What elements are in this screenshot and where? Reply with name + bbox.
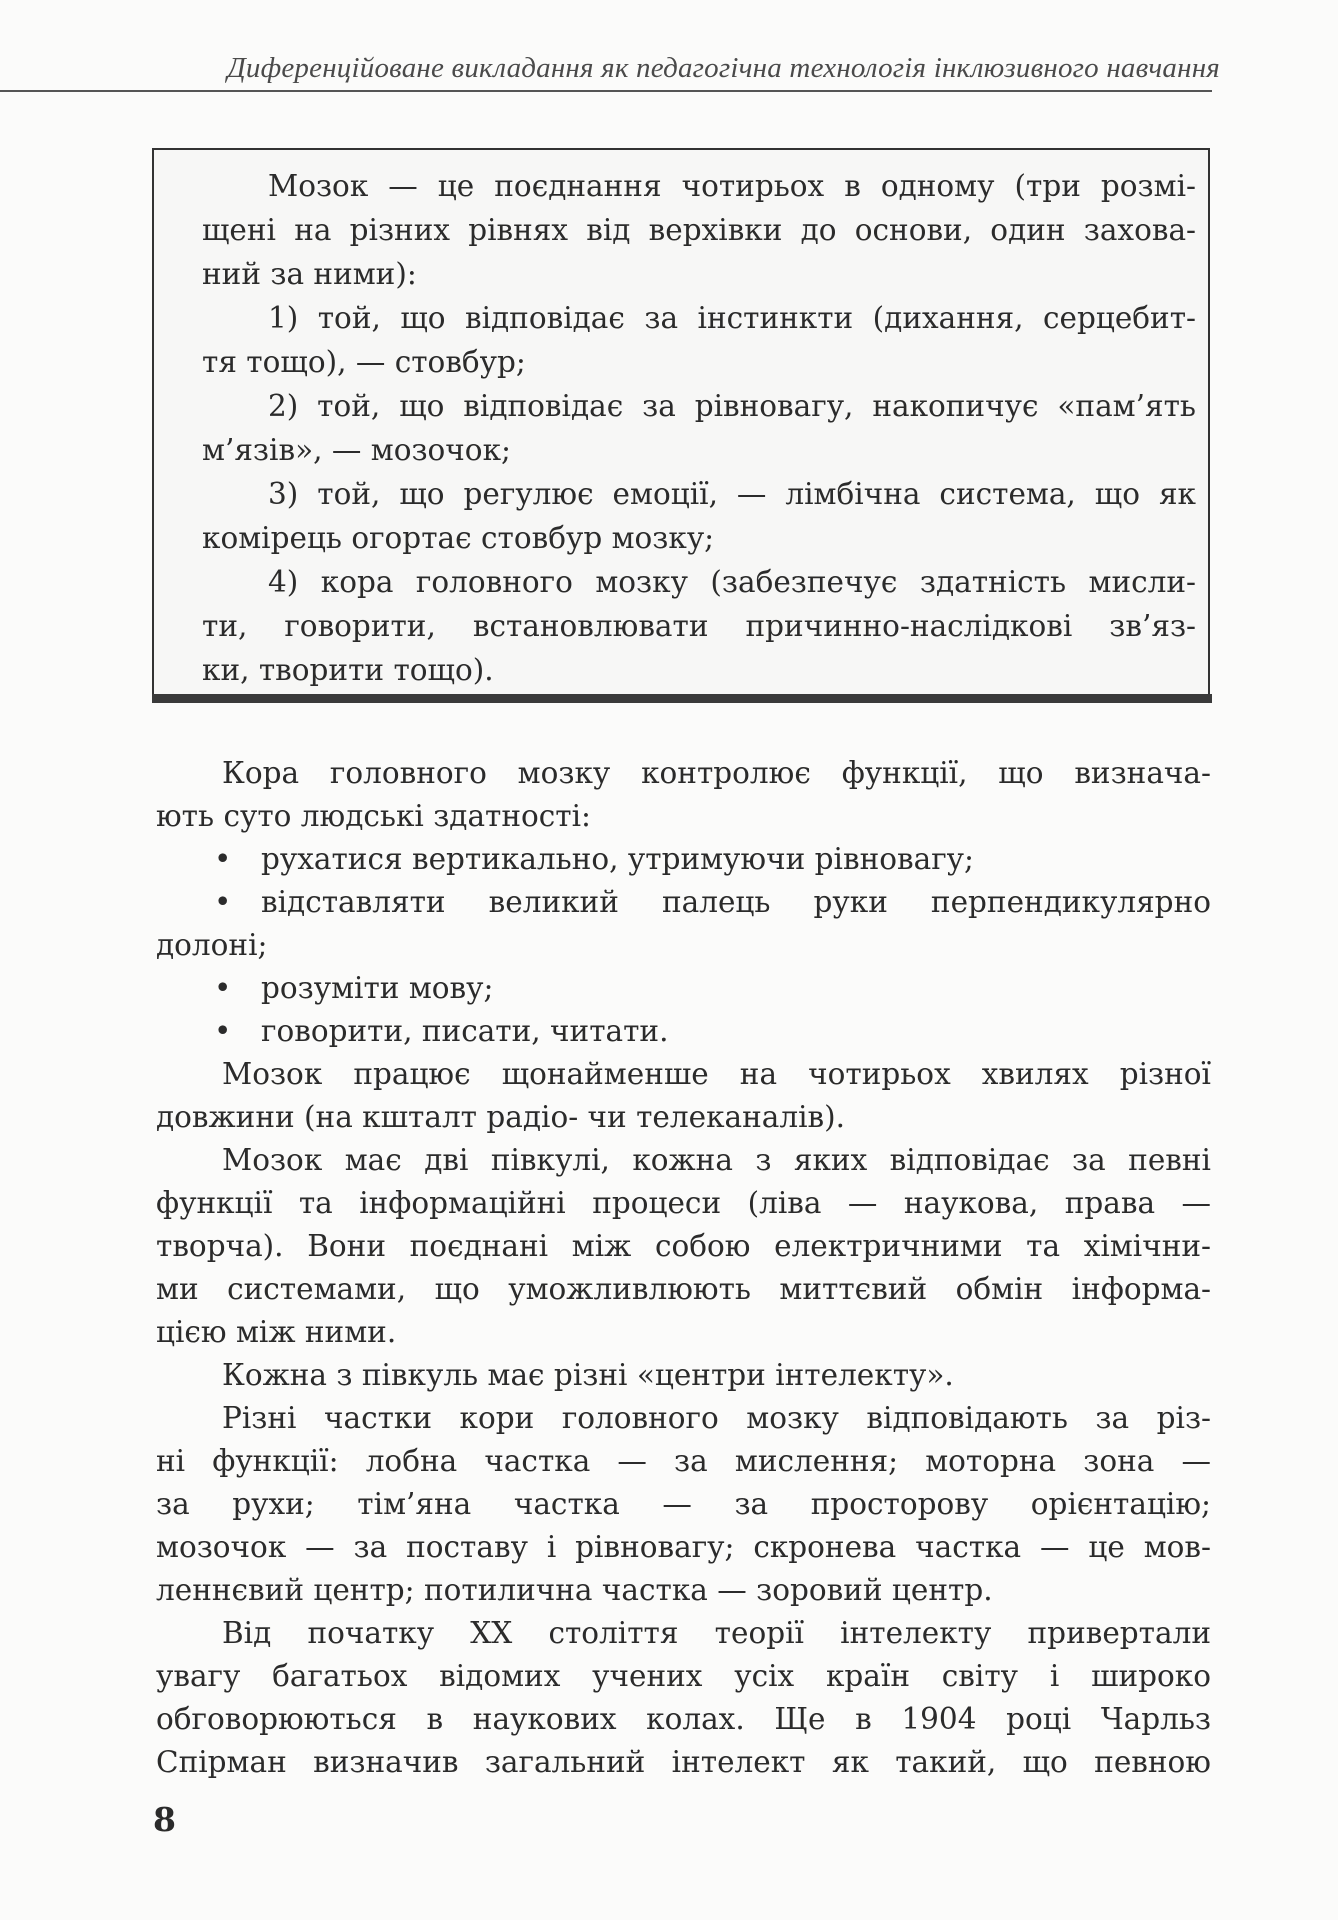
- box-line: ний за ними):: [202, 257, 417, 291]
- body-text: [156, 752, 1211, 1784]
- box-line: 2) той, що відповідає за рівновагу, накопичує «пам’ять: [268, 389, 1196, 423]
- highlight-box: [152, 148, 1210, 696]
- box-shadow-bar: [152, 694, 1212, 703]
- bullet-icon: •: [214, 971, 232, 1005]
- box-line: щені на різних рівнях від верхівки до основи, один захова-: [202, 213, 1196, 247]
- bullet-icon: •: [214, 842, 232, 876]
- box-line: 4) кора головного мозку (забезпечує здатність мисли-: [268, 565, 1196, 599]
- paragraph-line: ні функції: лобна частка — за мислення; моторна зона —: [156, 1444, 1211, 1478]
- box-line: м’язів», — мозочок;: [202, 433, 511, 467]
- bullet-text: рухатися вертикально, утримуючи рівновагу;: [261, 842, 974, 876]
- paragraph-line: Мозок працює щонайменше на чотирьох хвилях різної: [222, 1057, 1211, 1091]
- paragraph-line: увагу багатьох відомих учених усіх країн світу і широко: [156, 1659, 1211, 1693]
- paragraph-line: Різні частки кори головного мозку відповідають за різ-: [222, 1401, 1211, 1435]
- paragraph-line: Кора головного мозку контролює функції, що визнача-: [222, 756, 1211, 790]
- paragraph-line: Мозок має дві півкулі, кожна з яких відповідає за певні: [222, 1143, 1211, 1177]
- header-rule: [0, 90, 1212, 92]
- paragraph-line: довжини (на кшталт радіо- чи телеканалів).: [156, 1100, 846, 1134]
- bullet-text: розуміти мову;: [261, 971, 494, 1005]
- paragraph-line: цією між ними.: [156, 1315, 397, 1349]
- bullet-item: [156, 881, 1211, 924]
- bullet-text: говорити, писати, читати.: [261, 1014, 669, 1048]
- box-line: 1) той, що відповідає за інстинкти (дихання, серцебит-: [268, 301, 1196, 335]
- bullet-item: [156, 1010, 1211, 1053]
- paragraph-line: ють суто людські здатності:: [156, 799, 591, 833]
- paragraph-line: долоні;: [156, 928, 268, 962]
- paragraph-line: леннєвий центр; потилична частка — зоровий центр.: [156, 1573, 993, 1607]
- box-line: ти, говорити, встановлювати причинно-наслідкові зв’яз-: [202, 609, 1196, 643]
- bullet-icon: •: [214, 885, 232, 919]
- bullet-text: відставляти великий палець руки перпендикулярно: [261, 885, 1211, 919]
- page-number: 8: [153, 1800, 176, 1839]
- paragraph-line: мозочок — за поставу і рівновагу; скронева частка — це мов-: [156, 1530, 1211, 1564]
- bullet-icon: •: [214, 1014, 232, 1048]
- paragraph-line: творча). Вони поєднані між собою електричними та хімічни-: [156, 1229, 1211, 1263]
- box-line: ки, творити тощо).: [202, 653, 494, 687]
- box-line: комірець огортає стовбур мозку;: [202, 521, 715, 555]
- box-line: Мозок — це поєднання чотирьох в одному (три розмі-: [268, 169, 1196, 203]
- paragraph-line: Кожна з півкуль має різні «центри інтелекту».: [222, 1358, 954, 1392]
- paragraph-line: обговорюються в наукових колах. Ще в 1904 році Чарльз: [156, 1702, 1211, 1736]
- bullet-item: [156, 967, 1211, 1010]
- bullet-item: [156, 838, 1211, 881]
- paragraph-line: за рухи; тім’яна частка — за просторову орієнтацію;: [156, 1487, 1211, 1521]
- box-line: тя тощо), — стовбур;: [202, 345, 526, 379]
- box-line: 3) той, що регулює емоції, — лімбічна система, що як: [268, 477, 1196, 511]
- paragraph-line: Спірман визначив загальний інтелект як такий, що певною: [156, 1745, 1211, 1779]
- paragraph-line: Від початку XX століття теорії інтелекту привертали: [222, 1616, 1211, 1650]
- paragraph-line: функції та інформаційні процеси (ліва — наукова, права —: [156, 1186, 1211, 1220]
- highlight-box-text: [202, 164, 1196, 692]
- paragraph-line: ми системами, що уможливлюють миттєвий обмін інформа-: [156, 1272, 1211, 1306]
- running-header: Диференційоване викладання як педагогічна технологія інклюзивного навчання: [227, 52, 1220, 84]
